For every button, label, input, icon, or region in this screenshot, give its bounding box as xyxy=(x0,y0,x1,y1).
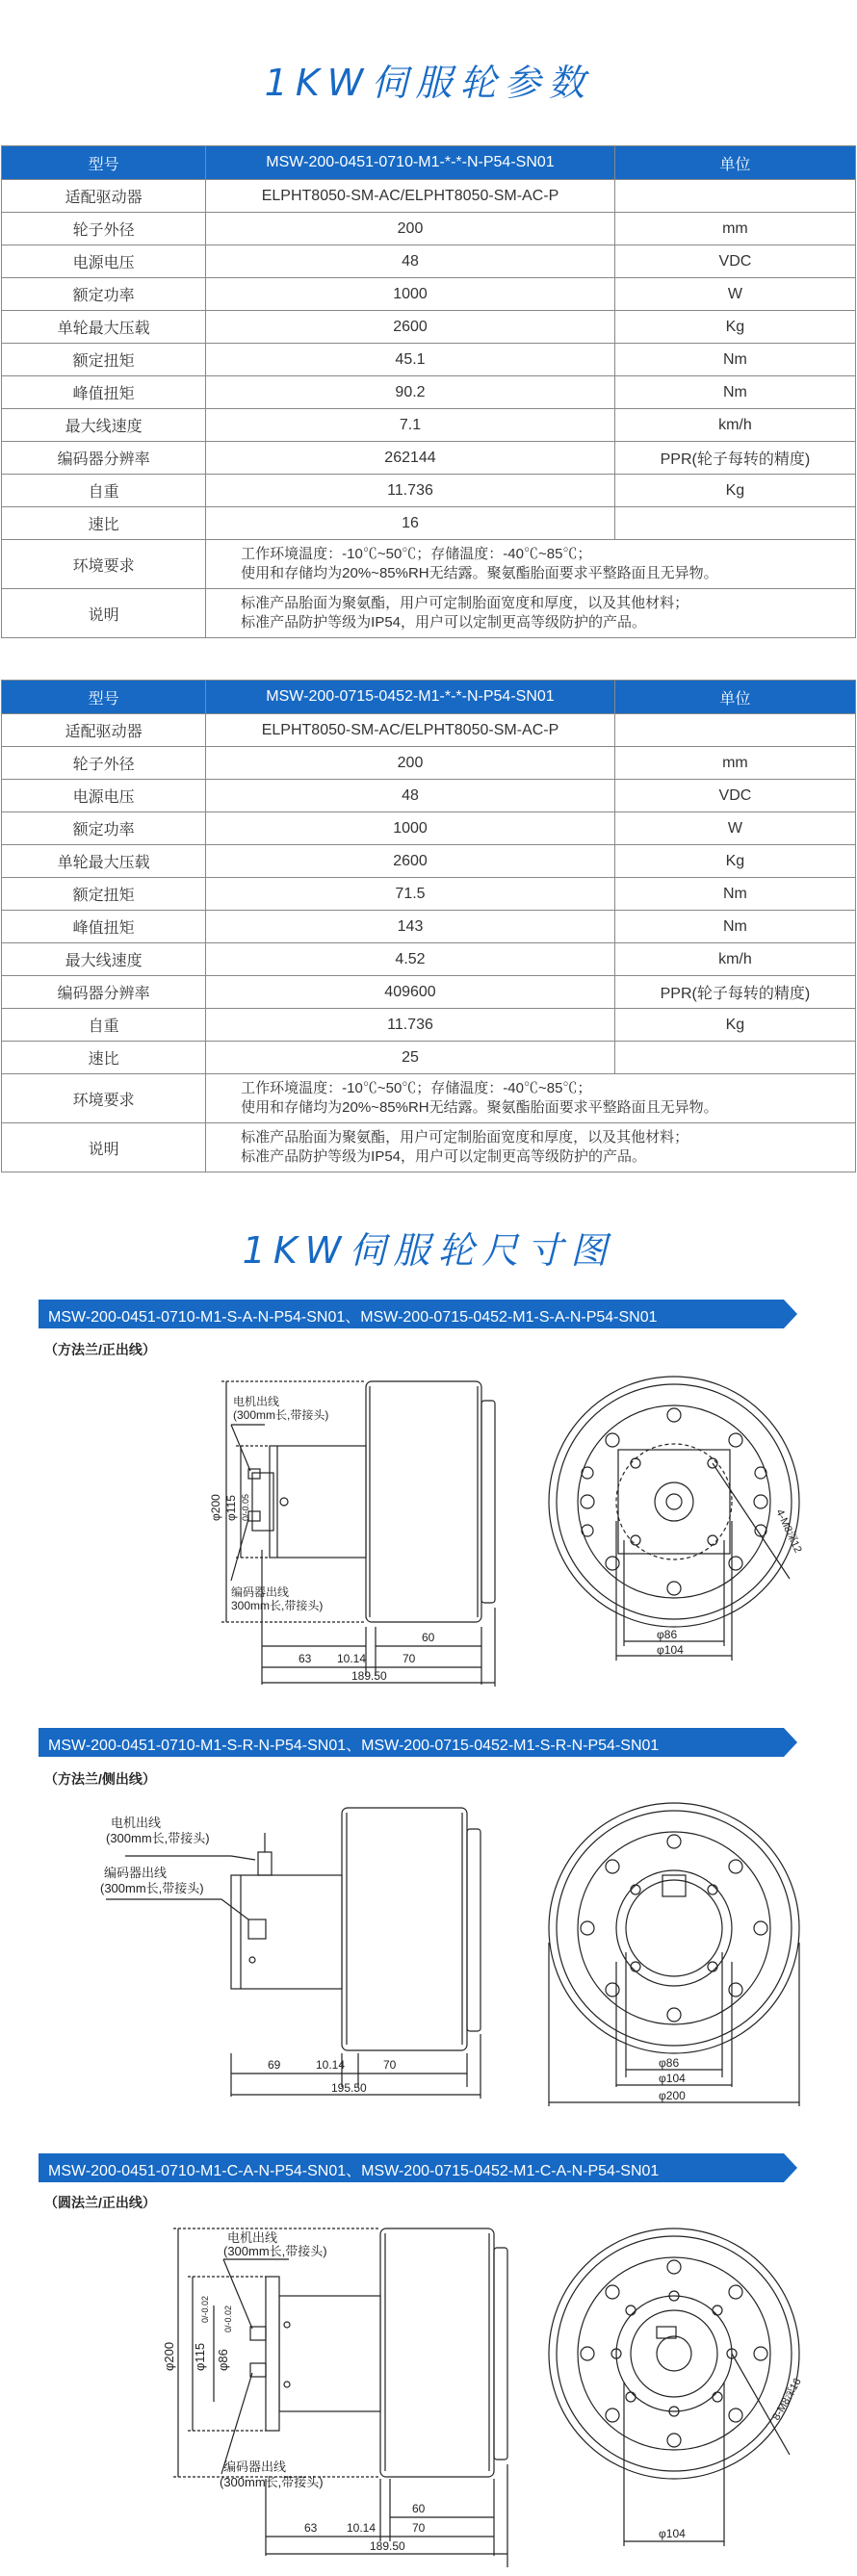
row-label: 环境要求 xyxy=(2,540,206,589)
env-line-1: 工作环境温度：-10℃~50℃；存储温度：-40℃~85℃； xyxy=(241,546,592,562)
row-value-multiline xyxy=(206,1123,856,1172)
env-line-2: 使用和存储均为20%~85%RH无结露。聚氨酯胎面要求平整路面且无异物。 xyxy=(241,565,718,581)
table-row xyxy=(2,976,856,1009)
row-label: 额定功率 xyxy=(2,812,206,845)
row-value: 262144 xyxy=(206,442,615,475)
table-row xyxy=(2,780,856,812)
table-header-row xyxy=(2,681,856,714)
table-row xyxy=(2,812,856,845)
front-view xyxy=(549,2228,799,2546)
table-row xyxy=(2,475,856,507)
table-row xyxy=(2,1009,856,1042)
note-line-1: 标准产品胎面为聚氨酯，用户可定制胎面宽度和厚度，以及其他材料； xyxy=(241,595,689,611)
dim-d115-tolerance: 0/-0.02 xyxy=(200,2295,210,2323)
dim-d104: φ104 xyxy=(659,2527,686,2540)
table-row-environment xyxy=(2,1074,856,1123)
table-row xyxy=(2,344,856,376)
row-unit xyxy=(614,714,855,747)
row-value: 90.2 xyxy=(206,376,615,409)
dim-d200: φ200 xyxy=(209,1494,222,1521)
encoder-cable-label: 编码器出线 xyxy=(104,1866,168,1880)
row-value: ELPHT8050-SM-AC/ELPHT8050-SM-AC-P xyxy=(206,714,615,747)
table-row xyxy=(2,943,856,976)
row-label: 编码器分辨率 xyxy=(2,976,206,1009)
drawing-caption-2: （方法兰/侧出线） xyxy=(44,1771,156,1787)
table-row xyxy=(2,311,856,344)
row-value: 25 xyxy=(206,1042,615,1074)
header-cell-model: 型号 xyxy=(2,146,206,180)
row-value: 16 xyxy=(206,507,615,540)
dim-length-189-50: 189.50 xyxy=(370,2539,405,2553)
side-view xyxy=(106,1808,480,2099)
drawing-caption-1: （方法兰/正出线） xyxy=(44,1342,156,1357)
dimension-drawing-3 xyxy=(0,2219,857,2573)
table-row xyxy=(2,507,856,540)
dim-length-70: 70 xyxy=(403,1652,416,1665)
model-banner-1 xyxy=(39,1300,797,1328)
row-label: 电源电压 xyxy=(2,780,206,812)
row-unit: Nm xyxy=(614,911,855,943)
dimension-drawing-2 xyxy=(0,1798,857,2130)
row-unit: Kg xyxy=(614,1009,855,1042)
row-value: 4.52 xyxy=(206,943,615,976)
row-unit: W xyxy=(614,812,855,845)
side-view xyxy=(221,1381,495,1687)
spec-table-1 xyxy=(1,145,856,638)
table-row xyxy=(2,845,856,878)
row-label: 峰值扭矩 xyxy=(2,376,206,409)
dim-length-60: 60 xyxy=(422,1631,435,1644)
dim-d86-tolerance: 0/-0.02 xyxy=(223,2305,233,2332)
dim-d86: φ86 xyxy=(659,2056,680,2070)
row-value: 1000 xyxy=(206,278,615,311)
header-cell-unit: 单位 xyxy=(614,681,855,714)
row-value: 200 xyxy=(206,747,615,780)
table-row xyxy=(2,409,856,442)
table-row xyxy=(2,442,856,475)
row-value: 2600 xyxy=(206,845,615,878)
row-unit: Nm xyxy=(614,878,855,911)
header-cell-unit: 单位 xyxy=(614,146,855,180)
table-header-row xyxy=(2,146,856,180)
row-label: 轮子外径 xyxy=(2,747,206,780)
dim-length-70: 70 xyxy=(383,2058,397,2072)
row-label: 峰值扭矩 xyxy=(2,911,206,943)
table-row xyxy=(2,747,856,780)
row-label: 单轮最大压载 xyxy=(2,311,206,344)
row-value: 48 xyxy=(206,780,615,812)
dim-holes: 4-M8深12 xyxy=(773,1507,804,1556)
row-unit xyxy=(614,180,855,213)
row-unit: Nm xyxy=(614,344,855,376)
model-banner-2 xyxy=(39,1728,797,1757)
note-line-2: 标准产品防护等级为IP54，用户可以定制更高等级防护的产品。 xyxy=(241,614,647,631)
motor-cable-length: (300mm长,带接头) xyxy=(233,1408,329,1422)
motor-cable-label: 电机出线 xyxy=(111,1816,162,1830)
dim-d200: φ200 xyxy=(659,2089,686,2102)
row-label: 额定功率 xyxy=(2,278,206,311)
env-line-1: 工作环境温度：-10℃~50℃；存储温度：-40℃~85℃； xyxy=(241,1080,592,1096)
dim-length-60: 60 xyxy=(412,2502,426,2515)
row-unit: Kg xyxy=(614,311,855,344)
row-value: 11.736 xyxy=(206,475,615,507)
row-value: 7.1 xyxy=(206,409,615,442)
row-label: 适配驱动器 xyxy=(2,180,206,213)
row-value: 11.736 xyxy=(206,1009,615,1042)
row-value: 1000 xyxy=(206,812,615,845)
row-label: 额定扭矩 xyxy=(2,344,206,376)
row-label: 适配驱动器 xyxy=(2,714,206,747)
dim-d115-tolerance: 0/-0.05 xyxy=(241,1493,250,1521)
row-unit: mm xyxy=(614,747,855,780)
row-unit xyxy=(614,507,855,540)
row-label: 速比 xyxy=(2,1042,206,1074)
encoder-cable-length: (300mm长,带接头) xyxy=(100,1881,204,1895)
row-unit: W xyxy=(614,278,855,311)
table-row-notes xyxy=(2,589,856,638)
row-unit: km/h xyxy=(614,943,855,976)
dimension-section-title: 1KW伺服轮尺寸图 xyxy=(242,1229,615,1272)
row-label: 环境要求 xyxy=(2,1074,206,1123)
row-unit: PPR(轮子每转的精度) xyxy=(614,442,855,475)
dim-length-70: 70 xyxy=(412,2521,426,2535)
encoder-cable-label: 编码器出线 xyxy=(223,2460,287,2474)
note-line-1: 标准产品胎面为聚氨酯，用户可定制胎面宽度和厚度，以及其他材料； xyxy=(241,1129,689,1146)
dim-holes: 8-M8深16 xyxy=(770,2376,804,2423)
row-unit: VDC xyxy=(614,245,855,278)
row-unit: VDC xyxy=(614,780,855,812)
table-row xyxy=(2,376,856,409)
row-label: 轮子外径 xyxy=(2,213,206,245)
row-unit: Nm xyxy=(614,376,855,409)
front-view xyxy=(549,1377,799,1661)
row-label: 说明 xyxy=(2,1123,206,1172)
table-row xyxy=(2,878,856,911)
spec-table-2 xyxy=(1,680,856,1172)
note-line-2: 标准产品防护等级为IP54，用户可以定制更高等级防护的产品。 xyxy=(241,1148,647,1165)
row-value: 48 xyxy=(206,245,615,278)
side-view xyxy=(173,2228,507,2567)
row-label: 自重 xyxy=(2,475,206,507)
header-cell-model: 型号 xyxy=(2,681,206,714)
banner-text: MSW-200-0451-0710-M1-C-A-N-P54-SN01、MSW-200-0715-0452-M1-C-A-N-P54-SN01 xyxy=(48,2163,660,2179)
dim-d104: φ104 xyxy=(659,2072,686,2085)
row-label: 电源电压 xyxy=(2,245,206,278)
banner-text: MSW-200-0451-0710-M1-S-A-N-P54-SN01、MSW-200-0715-0452-M1-S-A-N-P54-SN01 xyxy=(48,1309,658,1326)
row-unit: km/h xyxy=(614,409,855,442)
table-row-notes xyxy=(2,1123,856,1172)
row-unit: Kg xyxy=(614,845,855,878)
dim-d115: φ115 xyxy=(224,1495,238,1521)
row-value: ELPHT8050-SM-AC/ELPHT8050-SM-AC-P xyxy=(206,180,615,213)
table-row-environment xyxy=(2,540,856,589)
table-row xyxy=(2,180,856,213)
table-row xyxy=(2,278,856,311)
row-value: 409600 xyxy=(206,976,615,1009)
header-cell-model-number: MSW-200-0715-0452-M1-*-*-N-P54-SN01 xyxy=(206,681,615,714)
row-label: 编码器分辨率 xyxy=(2,442,206,475)
row-value: 71.5 xyxy=(206,878,615,911)
row-label: 单轮最大压载 xyxy=(2,845,206,878)
row-value-multiline xyxy=(206,589,856,638)
dim-d200: φ200 xyxy=(162,2341,176,2371)
row-value: 45.1 xyxy=(206,344,615,376)
motor-cable-length: (300mm长,带接头) xyxy=(223,2244,327,2258)
dim-length-195-50: 195.50 xyxy=(331,2081,367,2095)
dim-length-189-50: 189.50 xyxy=(351,1669,387,1683)
banner-text: MSW-200-0451-0710-M1-S-R-N-P54-SN01、MSW-200-0715-0452-M1-S-R-N-P54-SN01 xyxy=(48,1738,660,1754)
dim-length-10-14: 10.14 xyxy=(337,1652,367,1665)
row-unit xyxy=(614,1042,855,1074)
row-label: 最大线速度 xyxy=(2,409,206,442)
dim-length-63: 63 xyxy=(304,2521,318,2535)
row-unit: Kg xyxy=(614,475,855,507)
dim-d86: φ86 xyxy=(216,2349,230,2371)
motor-cable-length: (300mm长,带接头) xyxy=(106,1831,210,1845)
dimension-drawing-1 xyxy=(0,1367,857,1694)
table-row xyxy=(2,1042,856,1074)
row-unit: PPR(轮子每转的精度) xyxy=(614,976,855,1009)
row-label: 最大线速度 xyxy=(2,943,206,976)
dim-length-63: 63 xyxy=(299,1652,312,1665)
header-cell-model-number: MSW-200-0451-0710-M1-*-*-N-P54-SN01 xyxy=(206,146,615,180)
row-unit: mm xyxy=(614,213,855,245)
table-row xyxy=(2,213,856,245)
encoder-cable-length: 300mm长,带接头) xyxy=(231,1599,324,1612)
motor-cable-label: 电机出线 xyxy=(227,2230,278,2245)
dim-length-69: 69 xyxy=(268,2058,281,2072)
row-value-multiline xyxy=(206,540,856,589)
row-label: 自重 xyxy=(2,1009,206,1042)
dim-d86: φ86 xyxy=(657,1628,678,1641)
model-banner-3 xyxy=(39,2153,797,2182)
row-label: 额定扭矩 xyxy=(2,878,206,911)
table-row xyxy=(2,714,856,747)
motor-cable-label: 电机出线 xyxy=(233,1395,280,1408)
row-value: 200 xyxy=(206,213,615,245)
dim-d104: φ104 xyxy=(657,1643,684,1657)
dim-d115: φ115 xyxy=(193,2342,207,2371)
drawing-caption-3: （圆法兰/正出线） xyxy=(44,2195,156,2210)
dim-length-10-14: 10.14 xyxy=(347,2521,377,2535)
env-line-2: 使用和存储均为20%~85%RH无结露。聚氨酯胎面要求平整路面且无异物。 xyxy=(241,1099,718,1116)
row-value-multiline xyxy=(206,1074,856,1123)
row-value: 2600 xyxy=(206,311,615,344)
encoder-cable-label: 编码器出线 xyxy=(231,1585,290,1599)
row-label: 速比 xyxy=(2,507,206,540)
row-value: 143 xyxy=(206,911,615,943)
row-label: 说明 xyxy=(2,589,206,638)
table-row xyxy=(2,245,856,278)
encoder-cable-length: (300mm长,带接头) xyxy=(220,2475,324,2489)
table-row xyxy=(2,911,856,943)
dim-length-10-14: 10.14 xyxy=(316,2058,346,2072)
spec-section-title: 1KW伺服轮参数 xyxy=(264,62,593,104)
